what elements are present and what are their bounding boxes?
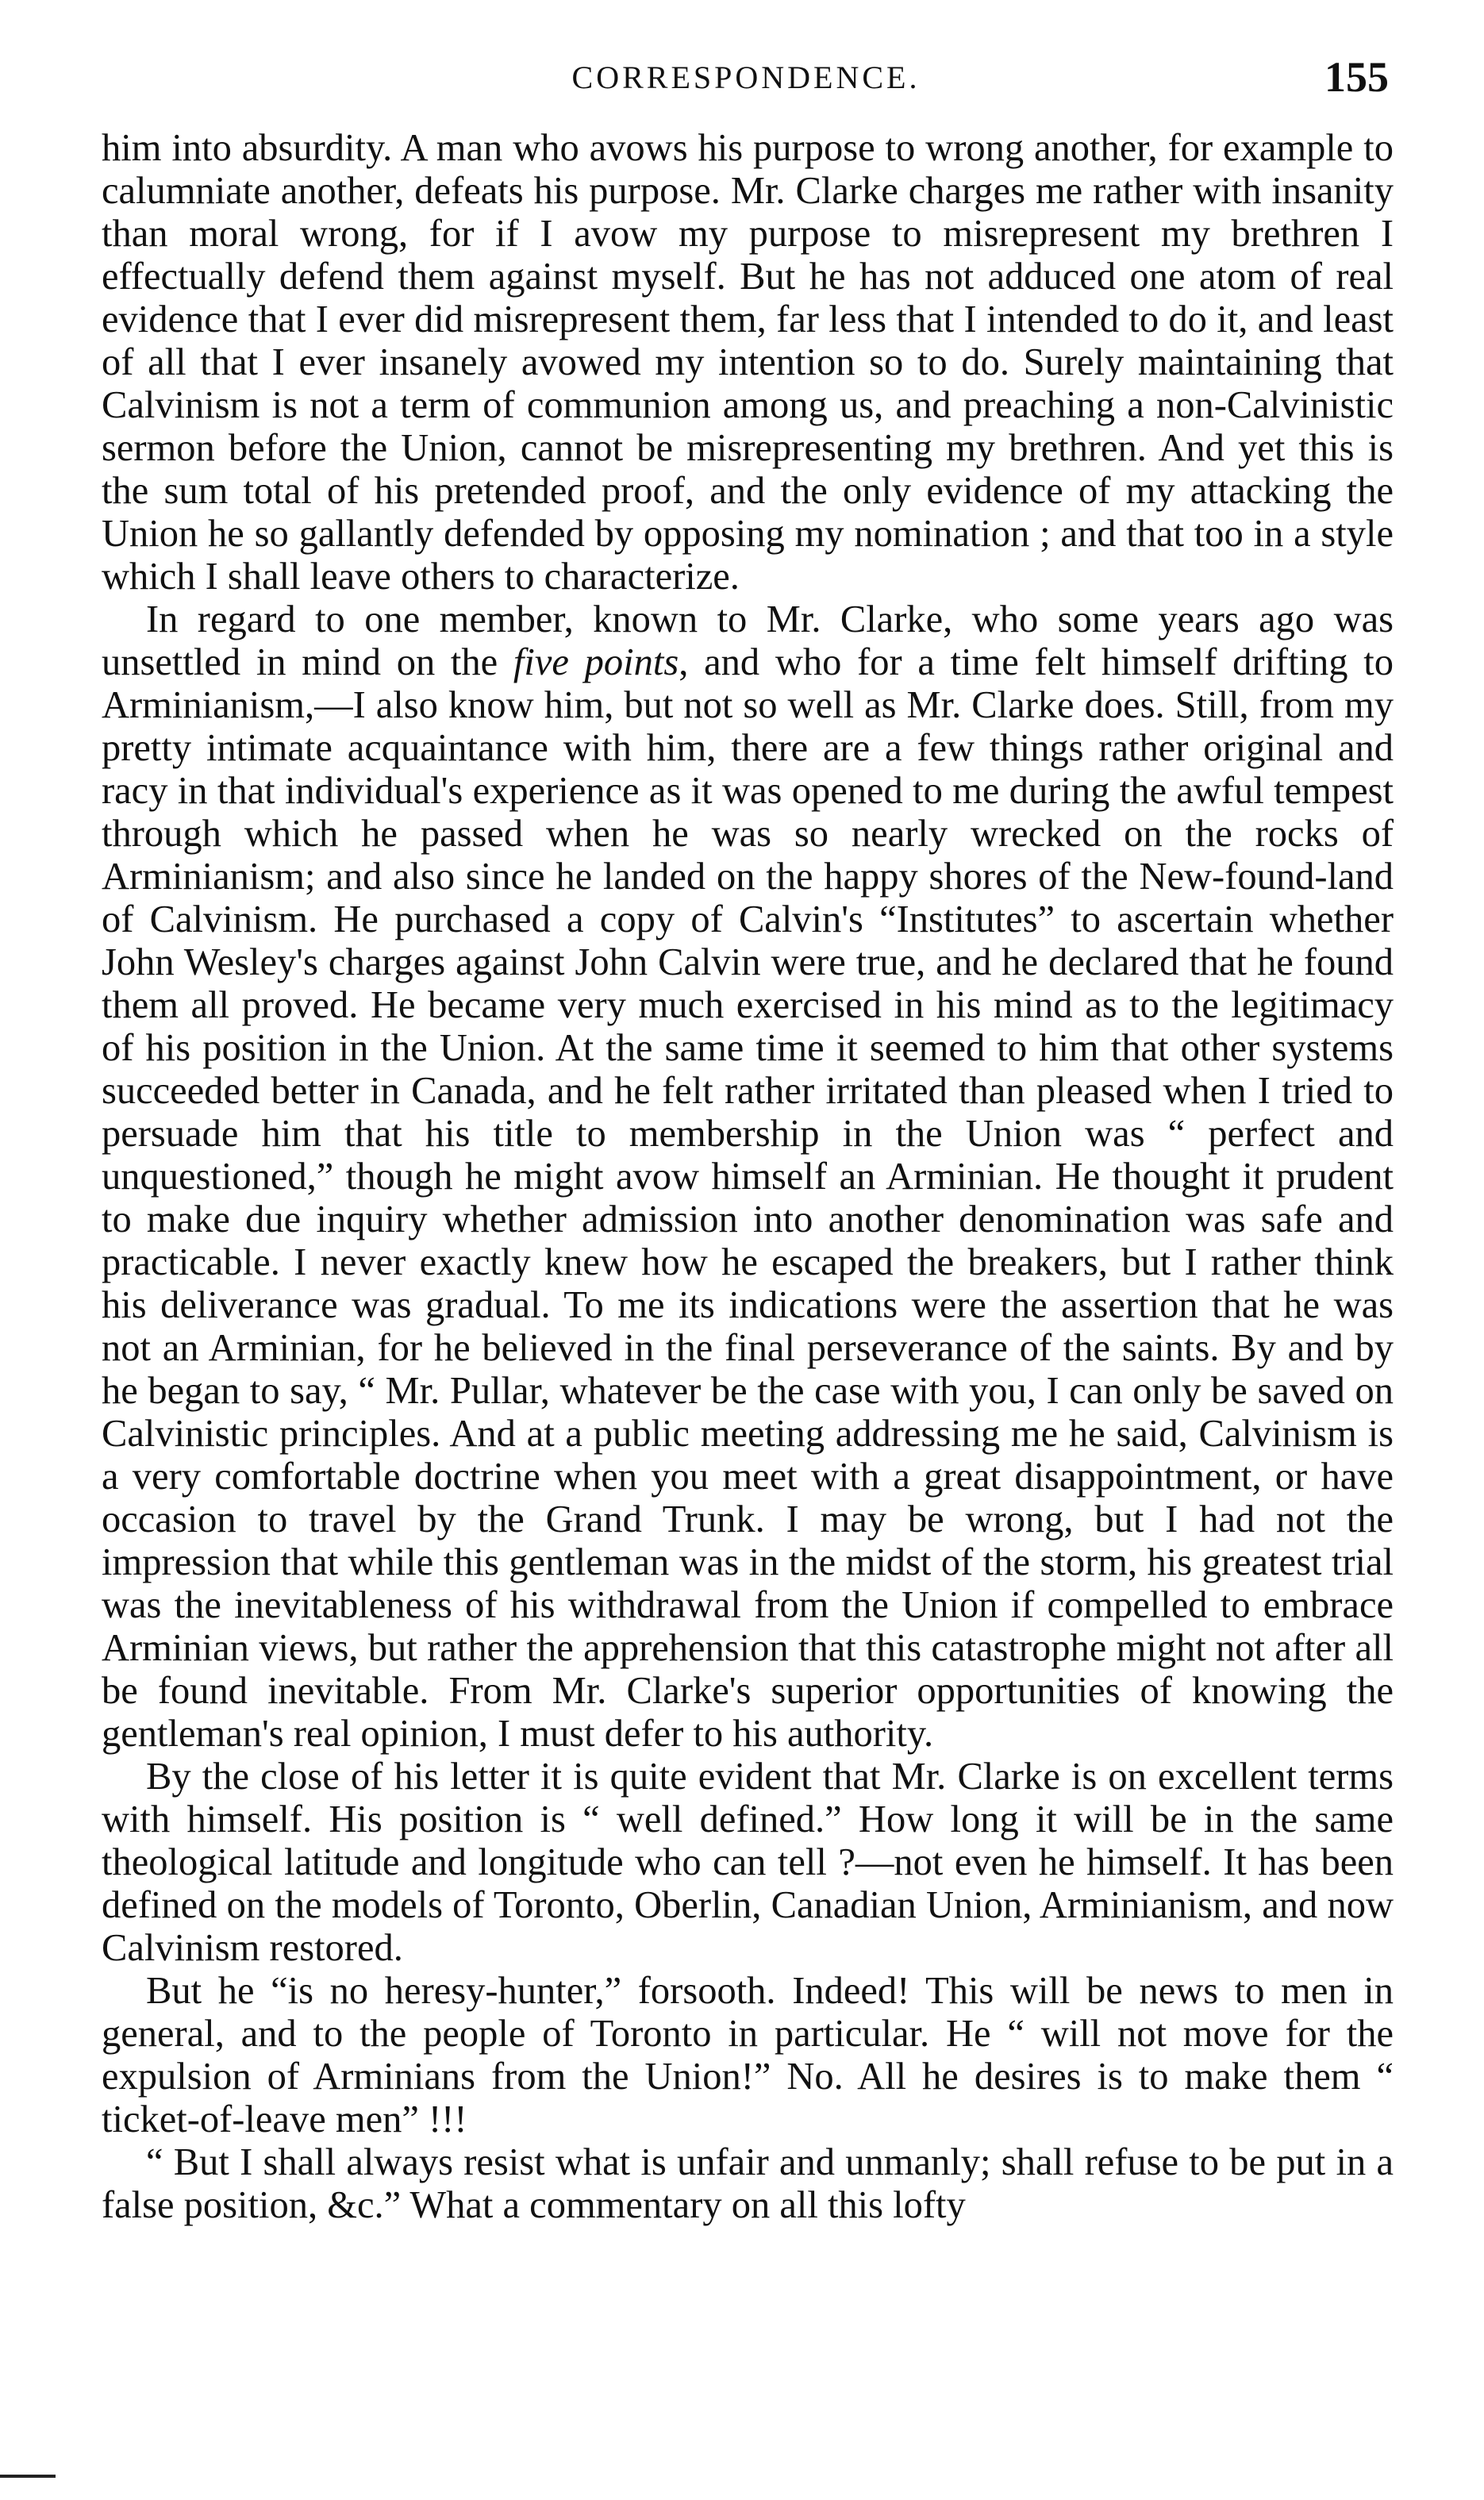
body-text — [102, 127, 1394, 2227]
margin-rule — [0, 2475, 56, 2478]
paragraph-3: By the close of his letter it is quite evident that Mr. Clarke is on excellent terms with himself. His position is “ well defined.” How long it will be in the same theological latitude and longitude who can tell ?—not even he himself. It has been defined on the models of Toronto, Oberlin, Canadian Union, Arminianism, and now Calvinism restored. — [102, 1756, 1394, 1969]
paragraph-4: But he “is no heresy-hunter,” forsooth. Indeed! This will be news to men in general, and to the people of Toronto in particular. He “ will not move for the expulsion of Arminians from the Union!” No. All he desires is to make them “ ticket-of-leave men” !!! — [102, 1970, 1394, 2140]
paragraph-1: him into absurdity. A man who avows his purpose to wrong another, for example to calumniate another, defeats his purpose. Mr. Clarke charges me rather with insanity than moral wrong, for if I avow my purpose to misrepresent my brethren I effectually defend them against myself. But he has not adduced one atom of real evidence that I ever did misrepresent them, far less that I intended to do it, and least of all that I ever insanely avowed my intention so to do. Surely maintaining that Calvinism is not a term of communion among us, and preaching a non-Calvinistic sermon before the Union, cannot be misrepresenting my brethren. And yet this is the sum total of his pretended proof, and the only evidence of my attacking the Union he so gallantly defended by opposing my nomination ; and that too in a style which I shall leave others to characterize. — [102, 127, 1394, 598]
running-head — [103, 52, 1389, 108]
italic-phrase: five points — [513, 641, 679, 683]
running-title: CORRESPONDENCE. — [571, 60, 921, 95]
paragraph-2 — [102, 598, 1394, 1756]
paragraph-2-text-rest: , and who for a time felt himself drifting to Arminianism,—I also know him, but not so well as Mr. Clarke does. Still, from my pretty intimate acquaintance with him, there are a few things rather original and racy in that individual's experience as it was opened to me during the awful tempest through which he passed when he was so nearly wrecked on the rocks of Arminianism; and also since he landed on the happy shores of the New-found-land of Calvinism. He purchased a copy of Calvin's “Institutes” to ascertain whether John Wesley's charges against John Calvin were true, and he declared that he found them all proved. He became very much exercised in his mind as to the legitimacy of his position in the Union. At the same time it seemed to him that other systems succeeded better in Canada, and he felt rather irritated than pleased when I tried to persuade him that his title to membership in the Union was “ perfect and unquestioned,” though he might avow himself an Arminian. He thought it prudent to make due inquiry whether admission into another denomination was safe and practicable. I never exactly knew how he escaped the breakers, but I rather think his deliverance was gradual. To me its indications were the assertion that he was not an Arminian, for he believed in the final perseverance of the saints. By and by he began to say, “ Mr. Pullar, whatever be the case with you, I can only be saved on Calvinistic principles. And at a public meeting addressing me he said, Calvinism is a very comfortable doctrine when you meet with a great disappointment, or have occasion to travel by the Grand Trunk. I may be wrong, but I had not the impression that while this gentleman was in the midst of the storm, his greatest trial was the inevitableness of his withdrawal from the Union if compelled to embrace Arminian views, but rather the apprehension that this catastrophe might not after all be found inevitable. From Mr. Clarke's superior opportunities of knowing the gentleman's real opinion, I must defer to his authority. — [102, 641, 1394, 1755]
paragraph-2-text-start: In regard to one member, known to Mr. Clarke, who some years ago was unsettled in mind on the — [102, 598, 1394, 683]
page-number: 155 — [1324, 53, 1389, 101]
paragraph-5: “ But I shall always resist what is unfair and unmanly; shall refuse to be put in a false position, &c.” What a commentary on all this lofty — [102, 2141, 1394, 2226]
